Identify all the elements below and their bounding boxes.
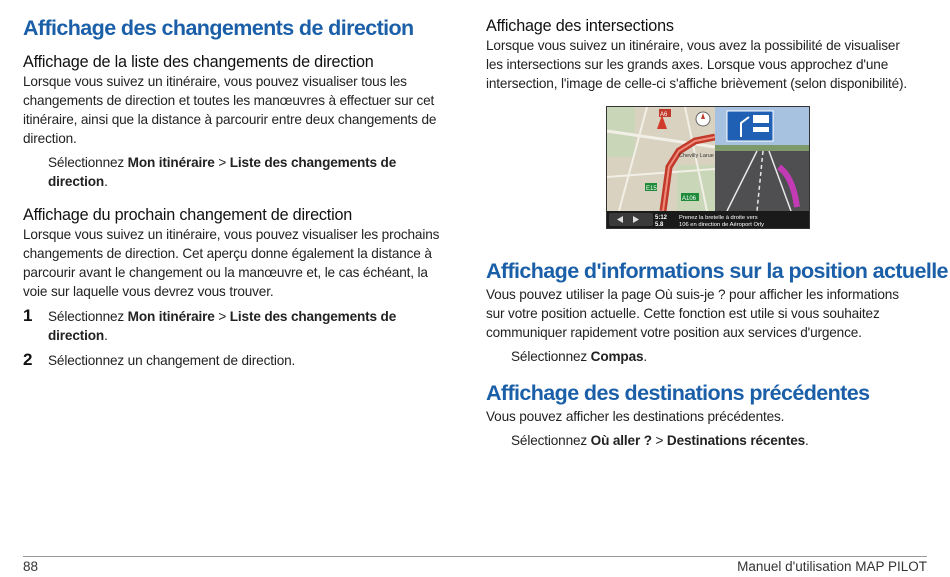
step-number-2: 2 (23, 350, 33, 369)
step-separator: > (214, 155, 230, 170)
next-turn-body (23, 225, 463, 301)
road-label-e15: E15 (646, 186, 657, 192)
step-separator: > (214, 309, 230, 324)
position-body (486, 285, 926, 342)
step-end: . (104, 174, 108, 189)
instruction-line-2: 106 en direction de Aéroport Orly (679, 222, 765, 228)
menu-recent-destinations: Destinations récentes (666, 433, 806, 448)
page-number: 88 (23, 559, 39, 574)
next-turn-line-2: changements de direction. Cet aperçu donne également la distance à (23, 246, 432, 261)
menu-turn-list: Liste des changements de (229, 155, 397, 170)
list-turns-line-4: direction. (23, 131, 77, 146)
manual-title: Manuel d'utilisation MAP PILOT (737, 559, 927, 574)
next-turn-step-2 (23, 351, 463, 370)
next-turn-step-1 (23, 307, 463, 345)
list-turns-line-1: Lorsque vous suivez un itinéraire, vous pouvez visualiser tous les (23, 74, 407, 89)
step-prefix: Sélectionnez (511, 349, 591, 364)
menu-my-route: Mon itinéraire (127, 155, 215, 170)
step-prefix: Sélectionnez (48, 309, 128, 324)
list-turns-line-3: itinéraire, ainsi que la distance à parcourir entre deux changements de (23, 112, 437, 127)
step-separator: > (651, 433, 667, 448)
position-line-1: Vous pouvez utiliser la page Où suis-je ? pour afficher les informations (486, 287, 899, 302)
position-title: Affichage d'informations sur la position actuelle (486, 259, 948, 283)
step-prefix: Sélectionnez (511, 433, 591, 448)
step-number-1: 1 (23, 306, 33, 325)
next-turn-line-1: Lorsque vous suivez un itinéraire, vous pouvez visualiser les prochains (23, 227, 440, 242)
destinations-title: Affichage des destinations précédentes (486, 381, 870, 405)
list-turns-body (23, 72, 463, 148)
step-end: . (104, 328, 108, 343)
junction-view-image (607, 107, 809, 228)
distance-value: 5.8 (655, 222, 664, 228)
road-label-a106: A106 (682, 196, 697, 202)
intersections-line-1: Lorsque vous suivez un itinéraire, vous avez la possibilité de visualiser (486, 38, 900, 53)
next-turn-heading: Affichage du prochain changement de direction (23, 206, 353, 224)
place-label: Chevilly Larue (679, 153, 714, 159)
list-turns-heading: Affichage de la liste des changements de direction (23, 53, 374, 71)
step-prefix: Sélectionnez (48, 155, 128, 170)
junction-view-screenshot (606, 106, 810, 229)
instruction-line-1: Prenez la bretelle à droite vers (679, 215, 758, 221)
step-end: . (805, 433, 809, 448)
nav-buttons[interactable] (609, 213, 653, 226)
destinations-body: Vous pouvez afficher les destinations précédentes. (486, 409, 785, 424)
left-column (23, 14, 463, 370)
position-line-2: sur votre position actuelle. Cette fonction est utile si vous souhaitez (486, 306, 880, 321)
intersections-line-2: les intersections sur les grands axes. Lorsque vous approchez d'une (486, 57, 889, 72)
right-column-lower (486, 257, 948, 450)
footer-divider (23, 556, 927, 557)
right-column (486, 14, 926, 93)
list-turns-line-2: changements de direction et toutes les manœuvres à effectuer sur cet (23, 93, 435, 108)
list-turns-step (23, 153, 463, 191)
menu-my-route: Mon itinéraire (127, 309, 215, 324)
menu-where-to: Où aller ? (590, 433, 652, 448)
position-step (486, 347, 926, 366)
menu-turn-list-cont: direction (48, 174, 105, 189)
menu-compass: Compas (590, 349, 644, 364)
menu-turn-list-cont: direction (48, 328, 105, 343)
destinations-step (486, 431, 926, 450)
road-label-a6: A6 (660, 112, 668, 118)
next-turn-line-4: voie sur laquelle vous devrez vous trouver. (23, 284, 274, 299)
eta-value: 5:12 (655, 215, 668, 221)
intersections-line-3: intersection, l'image de celle-ci s'affiche brièvement (selon disponibilité). (486, 76, 908, 91)
page-title: Affichage des changements de direction (23, 16, 414, 40)
intersections-heading: Affichage des intersections (486, 17, 674, 35)
menu-turn-list: Liste des changements de (229, 309, 397, 324)
next-turn-line-3: parcourir avant le changement ou la manœuvre et, le cas échéant, la (23, 265, 428, 280)
intersections-body (486, 36, 926, 93)
step-text: Sélectionnez un changement de direction. (48, 353, 296, 368)
step-end: . (643, 349, 648, 364)
position-line-3: communiquer rapidement votre position aux services d'urgence. (486, 325, 862, 340)
